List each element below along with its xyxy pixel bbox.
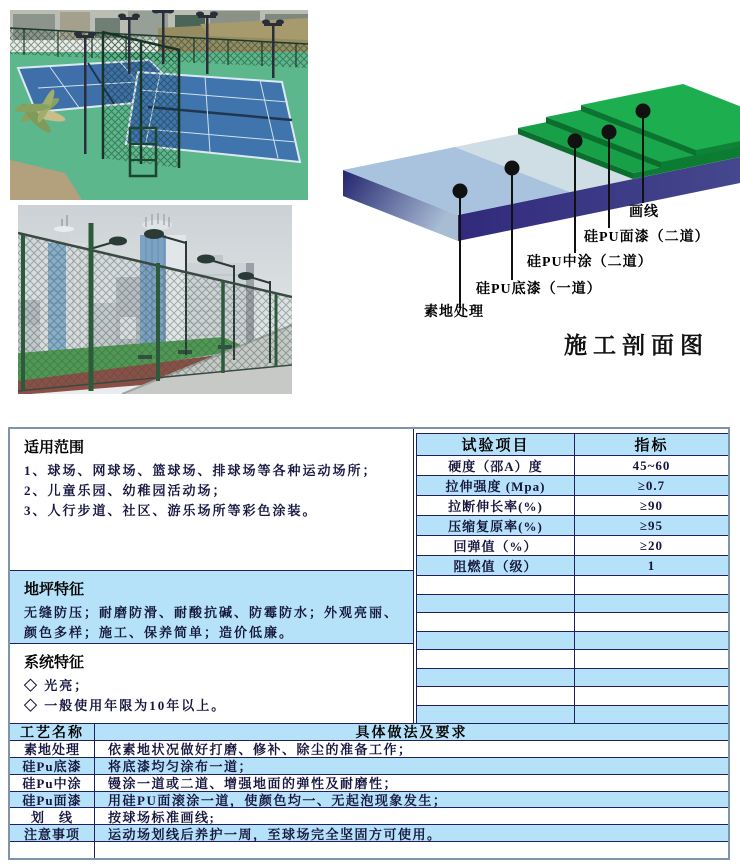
diagram-title: 施工剖面图 [564, 332, 709, 358]
spec-empty-cell [575, 576, 728, 594]
spec-empty-row [417, 650, 728, 669]
spec-row [417, 456, 728, 476]
spec-row [417, 516, 728, 536]
spec-value: ≥95 [639, 517, 664, 533]
layer-label-primer: 硅PU底漆（一道） [476, 282, 602, 297]
spec-empty-cell [417, 687, 575, 705]
sheet-top-region [10, 429, 728, 723]
spec-row [417, 496, 728, 516]
layer-label-midcoat: 硅PU中涂（二道） [527, 255, 653, 270]
process-header-desc: 具体做法及要求 [355, 723, 468, 740]
spec-value: ≥90 [639, 497, 664, 513]
floor-title: 地坪特征 [24, 581, 85, 598]
scope-title: 适用范围 [24, 439, 85, 456]
spec-row [417, 476, 728, 496]
spec-empty-cell [417, 613, 575, 631]
spec-empty-cell [575, 650, 728, 668]
spec-empty-row [417, 576, 728, 595]
scope-item: 2、儿童乐园、幼稚园活动场； [24, 483, 228, 498]
spec-empty-cell [575, 687, 728, 705]
process-name: 硅Pu底漆 [10, 758, 95, 774]
process-desc: 按球场标准画线; [108, 809, 216, 825]
spec-header-value: 指标 [634, 437, 669, 454]
process-header-name: 工艺名称 [10, 724, 95, 740]
floor-text: 无缝防压；耐磨防滑、耐酸抗碱、防霉防水；外观亮丽、颜色多样；施工、保养简单；造价低廉。 [24, 605, 400, 640]
spec-empty-cell [417, 650, 575, 668]
process-empty-cell [10, 842, 95, 858]
spec-empty-cell [417, 632, 575, 650]
floor-section [10, 571, 413, 644]
process-name: 素地处理 [10, 741, 95, 757]
spec-empty-row [417, 632, 728, 651]
spec-empty-cell [417, 576, 575, 594]
spec-value: 45~60 [632, 457, 671, 473]
spec-row [417, 536, 728, 556]
spec-empty-cell [575, 613, 728, 631]
system-title: 系统特征 [24, 654, 85, 671]
process-desc: 用硅PU面滚涂一道，使颜色均一、无起泡现象发生； [108, 792, 448, 808]
stadium-fence-photo [18, 205, 292, 394]
spec-value: ≥0.7 [637, 477, 666, 493]
spec-value: ≥20 [639, 537, 664, 553]
spec-empty-row [417, 669, 728, 688]
process-desc: 依素地状况做好打磨、修补、除尘的准备工作； [108, 742, 413, 758]
spec-item: 阻燃值（级） [417, 556, 575, 575]
spec-empty-cell [417, 669, 575, 687]
process-desc: 镘涂一道或二道、增强地面的弹性及耐磨性； [108, 776, 399, 792]
system-section [10, 644, 413, 723]
system-item: ◇ 光亮； [24, 678, 90, 693]
process-row [10, 825, 728, 842]
spec-empty-cell [575, 595, 728, 613]
tennis-courts-photo [10, 10, 308, 200]
process-desc: 将底漆均匀涂布一道； [108, 759, 254, 775]
spec-empty-cell [575, 632, 728, 650]
spec-empty-row [417, 595, 728, 614]
layer-label-base: 素地处理 [424, 305, 484, 320]
process-name: 注意事项 [10, 825, 95, 841]
spec-value: 1 [647, 557, 656, 573]
system-item: ◇ 一般使用年限为10年以上。 [24, 698, 227, 713]
spec-item: 硬度（邵A）度 [417, 456, 575, 475]
process-table [10, 723, 728, 858]
info-panel [10, 429, 414, 723]
spec-item: 回弹值（%） [417, 536, 575, 555]
spec-empty-cell [575, 706, 728, 724]
spec-empty-cell [575, 669, 728, 687]
spec-sheet [8, 427, 730, 860]
scope-item: 3、人行步道、社区、游乐场所等彩色涂装。 [24, 503, 318, 518]
spec-empty-row [417, 706, 728, 724]
spec-header-item: 试验项目 [417, 434, 575, 455]
process-empty-cell [95, 842, 728, 858]
spec-item: 压缩复原率(%) [417, 516, 575, 535]
spec-empty-row [417, 613, 728, 632]
spec-row [417, 556, 728, 576]
spec-table [416, 433, 728, 723]
process-desc: 运动场划线后养护一周，至球场完全坚固方可使用。 [108, 826, 442, 842]
spec-header-row [417, 434, 728, 456]
scope-item: 1、球场、网球场、篮球场、排球场等各种运动场所； [24, 463, 378, 478]
process-name: 硅Pu中涂 [10, 775, 95, 791]
spec-empty-cell [417, 595, 575, 613]
spec-empty-cell [417, 706, 575, 724]
spec-item: 拉断伸长率(%) [417, 496, 575, 515]
construction-diagram [340, 80, 740, 370]
layer-label-marking: 画线 [629, 205, 659, 220]
process-empty-row [10, 842, 728, 858]
spec-empty-row [417, 687, 728, 706]
layer-label-topcoat: 硅PU面漆（二道） [584, 230, 710, 245]
process-name: 硅Pu面漆 [10, 792, 95, 808]
spec-item: 拉伸强度 (Mpa) [417, 476, 575, 495]
process-name: 划 线 [10, 808, 95, 824]
scope-section [10, 429, 413, 571]
